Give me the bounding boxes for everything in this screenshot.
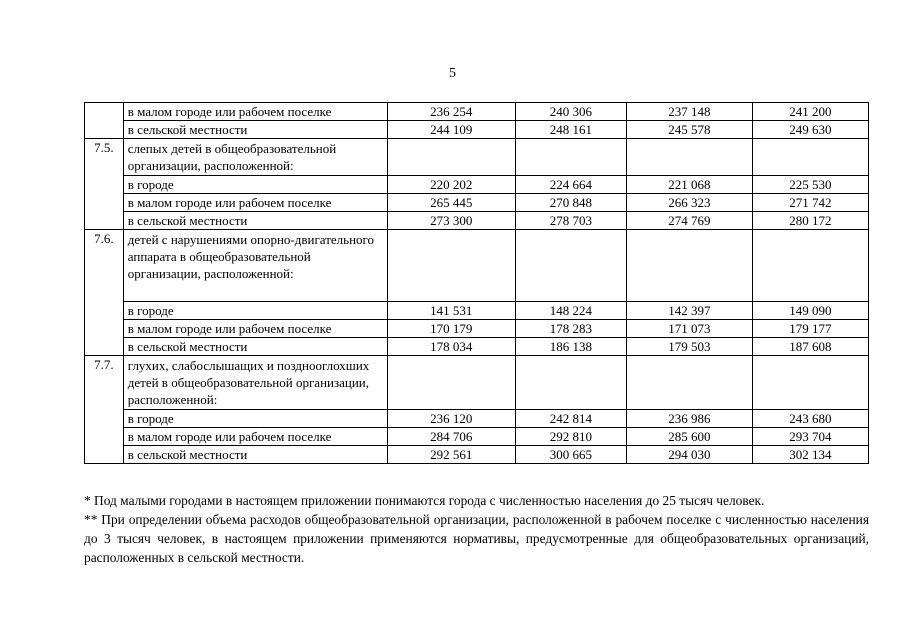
value-cell <box>626 356 752 410</box>
footnote-work-settlements: ** При определении объема расходов общеобразовательной организации, расположенной в рабочем поселке с численностью населения до 3 тысяч человек, в настоящем приложении применяются нормативы, предусмотренные для общеобразовательных организаций, расположенных в сельской местности. <box>84 512 869 565</box>
value-cell: 249 630 <box>752 121 868 139</box>
value-cell: 274 769 <box>626 212 752 230</box>
value-cell: 293 704 <box>752 428 868 446</box>
footnote-small-towns: * Под малыми городами в настоящем приложении понимаются города с численностью населения до 25 тысяч человек. <box>84 493 765 508</box>
row-label: глухих, слабослышащих и позднооглохших детей в общеобразовательной организации, расположенной: <box>123 356 387 410</box>
row-number <box>85 103 124 139</box>
value-cell <box>752 230 868 302</box>
value-cell <box>515 230 626 302</box>
value-cell: 285 600 <box>626 428 752 446</box>
table-row <box>85 302 869 320</box>
table-row <box>85 356 869 410</box>
value-cell: 278 703 <box>515 212 626 230</box>
table-row <box>85 139 869 176</box>
row-label: детей с нарушениями опорно-двигательного аппарата в общеобразовательной организации, расположенной: <box>123 230 387 302</box>
value-cell <box>387 139 515 176</box>
row-label: в сельской местности <box>123 212 387 230</box>
table-row <box>85 121 869 139</box>
value-cell: 270 848 <box>515 194 626 212</box>
row-label: в малом городе или рабочем поселке <box>123 103 387 121</box>
value-cell <box>387 230 515 302</box>
row-label: в малом городе или рабочем поселке <box>123 320 387 338</box>
table-row <box>85 320 869 338</box>
value-cell: 237 148 <box>626 103 752 121</box>
table-row <box>85 194 869 212</box>
value-cell: 248 161 <box>515 121 626 139</box>
value-cell: 171 073 <box>626 320 752 338</box>
value-cell: 186 138 <box>515 338 626 356</box>
row-label: в сельской местности <box>123 121 387 139</box>
row-label: в сельской местности <box>123 338 387 356</box>
value-cell: 149 090 <box>752 302 868 320</box>
value-cell: 236 986 <box>626 410 752 428</box>
value-cell: 243 680 <box>752 410 868 428</box>
row-label: в городе <box>123 176 387 194</box>
normatives-table <box>84 102 869 464</box>
value-cell: 178 034 <box>387 338 515 356</box>
value-cell: 178 283 <box>515 320 626 338</box>
value-cell: 221 068 <box>626 176 752 194</box>
value-cell: 292 561 <box>387 446 515 464</box>
value-cell: 284 706 <box>387 428 515 446</box>
value-cell: 292 810 <box>515 428 626 446</box>
row-label: в городе <box>123 410 387 428</box>
table-row <box>85 428 869 446</box>
page-number: 5 <box>449 66 456 81</box>
row-number: 7.5. <box>85 139 124 230</box>
table-row <box>85 103 869 121</box>
value-cell <box>626 139 752 176</box>
value-cell <box>515 356 626 410</box>
row-label: в малом городе или рабочем поселке <box>123 428 387 446</box>
table-row <box>85 176 869 194</box>
value-cell: 266 323 <box>626 194 752 212</box>
value-cell: 170 179 <box>387 320 515 338</box>
row-label: в малом городе или рабочем поселке <box>123 194 387 212</box>
row-label: слепых детей в общеобразовательной организации, расположенной: <box>123 139 387 176</box>
value-cell <box>752 356 868 410</box>
value-cell: 142 397 <box>626 302 752 320</box>
table-row <box>85 410 869 428</box>
footnotes <box>84 491 869 567</box>
value-cell: 242 814 <box>515 410 626 428</box>
value-cell: 244 109 <box>387 121 515 139</box>
table-row <box>85 446 869 464</box>
row-number: 7.6. <box>85 230 124 356</box>
row-number: 7.7. <box>85 356 124 464</box>
value-cell: 300 665 <box>515 446 626 464</box>
value-cell: 225 530 <box>752 176 868 194</box>
value-cell: 236 254 <box>387 103 515 121</box>
value-cell: 265 445 <box>387 194 515 212</box>
value-cell: 294 030 <box>626 446 752 464</box>
value-cell: 302 134 <box>752 446 868 464</box>
value-cell: 224 664 <box>515 176 626 194</box>
table-row <box>85 338 869 356</box>
value-cell: 148 224 <box>515 302 626 320</box>
row-label: в сельской местности <box>123 446 387 464</box>
value-cell: 280 172 <box>752 212 868 230</box>
value-cell: 273 300 <box>387 212 515 230</box>
value-cell: 245 578 <box>626 121 752 139</box>
value-cell: 179 177 <box>752 320 868 338</box>
value-cell: 241 200 <box>752 103 868 121</box>
value-cell <box>387 356 515 410</box>
value-cell: 271 742 <box>752 194 868 212</box>
value-cell <box>515 139 626 176</box>
value-cell <box>626 230 752 302</box>
table-row <box>85 212 869 230</box>
value-cell <box>752 139 868 176</box>
row-label: в городе <box>123 302 387 320</box>
value-cell: 179 503 <box>626 338 752 356</box>
value-cell: 220 202 <box>387 176 515 194</box>
table-row <box>85 230 869 302</box>
value-cell: 240 306 <box>515 103 626 121</box>
value-cell: 236 120 <box>387 410 515 428</box>
value-cell: 141 531 <box>387 302 515 320</box>
value-cell: 187 608 <box>752 338 868 356</box>
